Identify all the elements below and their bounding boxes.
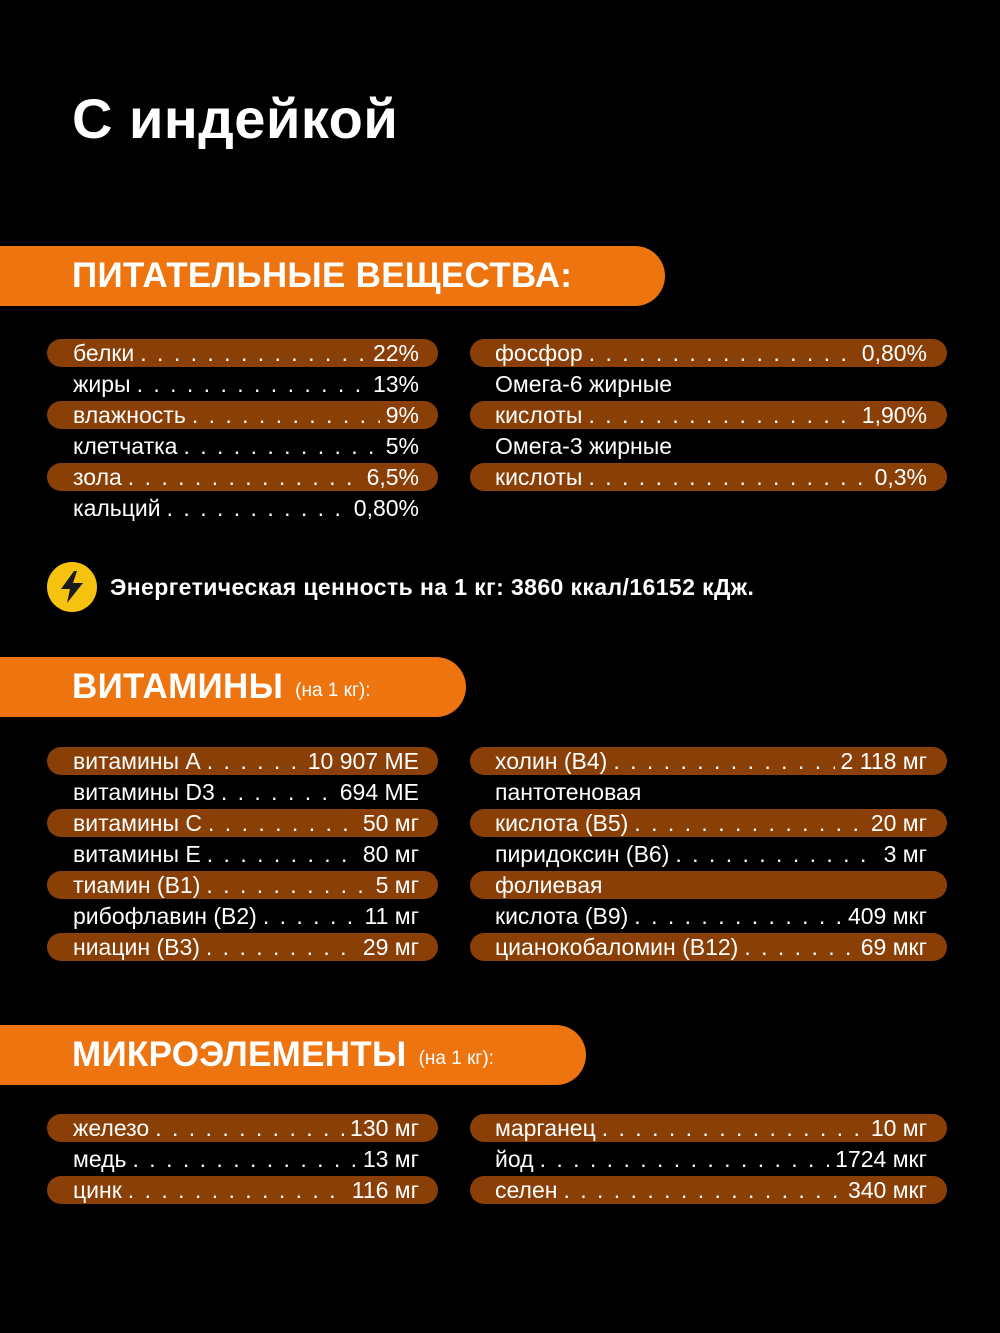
table-row — [0, 746, 1000, 777]
leader-dots — [675, 839, 877, 870]
nutrient-item — [73, 400, 419, 431]
table-row — [0, 870, 1000, 901]
microelements-header-label: МИКРОЭЛЕМЕНТЫ — [72, 1035, 407, 1074]
item-value: 6,5% — [366, 464, 419, 490]
leader-dots — [137, 369, 367, 400]
energy-value-line — [47, 562, 754, 612]
vitamin-item — [495, 932, 927, 963]
item-label: пантотеновая — [495, 779, 642, 805]
table-row — [0, 839, 1000, 870]
vitamins-header — [0, 657, 466, 717]
vitamin-item — [73, 870, 419, 901]
item-label: медь — [73, 1146, 127, 1172]
microelement-item — [73, 1113, 419, 1144]
table-row — [0, 1113, 1000, 1144]
item-value: 5 мг — [375, 872, 419, 898]
item-label: цианокобаломин (В12) — [495, 934, 739, 960]
item-value: 130 мг — [350, 1115, 419, 1141]
item-value: 10 907 МЕ — [307, 748, 419, 774]
leader-dots — [634, 901, 842, 932]
vitamin-item — [495, 777, 927, 808]
item-label: зола — [73, 464, 122, 490]
vitamin-item — [495, 839, 927, 870]
item-label: кислота (В9) — [495, 903, 629, 929]
microelement-item — [495, 1144, 927, 1175]
item-value: 13% — [372, 371, 419, 397]
item-label: Омега-3 жирные — [495, 433, 673, 459]
item-label: витамины С — [73, 810, 203, 836]
vitamin-item — [73, 839, 419, 870]
nutrient-item — [73, 431, 419, 462]
item-label: клетчатка — [73, 433, 178, 459]
table-row — [0, 400, 1000, 431]
item-value: 22% — [372, 340, 419, 366]
item-label: кислота (В5) — [495, 810, 629, 836]
item-value: 1724 мкг — [835, 1146, 927, 1172]
leader-dots — [588, 462, 868, 493]
microelement-item — [73, 1144, 419, 1175]
item-label: кислоты — [495, 464, 583, 490]
microelement-item — [495, 1113, 927, 1144]
vitamin-item — [73, 777, 419, 808]
item-label: витамины А — [73, 748, 201, 774]
item-label: селен — [495, 1177, 558, 1203]
leader-dots — [221, 777, 334, 808]
table-row — [0, 808, 1000, 839]
vitamin-item — [495, 901, 927, 932]
item-value: 2 118 мг — [840, 748, 927, 774]
nutrient-item — [495, 400, 927, 431]
leader-dots — [183, 431, 379, 462]
item-label: йод — [495, 1146, 534, 1172]
item-label: влажность — [73, 402, 186, 428]
leader-dots — [140, 338, 367, 369]
item-label: рибофлавин (В2) — [73, 903, 257, 929]
item-value: 0,80% — [861, 340, 927, 366]
microelements-header — [0, 1025, 586, 1085]
item-value: 1,90% — [861, 402, 927, 428]
leader-dots — [589, 338, 856, 369]
leader-dots — [744, 932, 854, 963]
item-label: цинк — [73, 1177, 122, 1203]
table-row — [0, 369, 1000, 400]
table-row — [0, 1144, 1000, 1175]
microelements-header-unit: (на 1 кг): — [418, 1048, 494, 1069]
leader-dots — [208, 808, 357, 839]
nutrients-header — [0, 246, 665, 306]
item-value: 80 мг — [362, 841, 419, 867]
table-row — [0, 901, 1000, 932]
item-value: 11 мг — [364, 903, 419, 929]
item-label: жиры — [73, 371, 131, 397]
leader-dots — [133, 1144, 357, 1175]
item-label: витамины D3 — [73, 779, 215, 805]
nutrient-item — [495, 369, 927, 400]
leader-dots — [540, 1144, 830, 1175]
item-value: 116 мг — [351, 1177, 419, 1203]
leader-dots — [207, 746, 302, 777]
vitamin-item — [495, 746, 927, 777]
table-row — [0, 777, 1000, 808]
item-value: 69 мкг — [860, 934, 927, 960]
item-label: кальций — [73, 495, 161, 521]
item-label: витамины Е — [73, 841, 201, 867]
vitamin-item — [495, 808, 927, 839]
item-label: железо — [73, 1115, 150, 1141]
microelement-item — [73, 1175, 419, 1206]
item-value: 9% — [385, 402, 419, 428]
leader-dots — [634, 808, 865, 839]
leader-dots — [155, 1113, 344, 1144]
nutrient-item — [73, 462, 419, 493]
vitamin-item — [495, 870, 927, 901]
vitamin-item — [73, 932, 419, 963]
item-label: тиамин (В1) — [73, 872, 201, 898]
leader-dots — [602, 1113, 865, 1144]
vitamin-item — [73, 746, 419, 777]
vitamin-item — [73, 808, 419, 839]
item-value: 340 мкг — [847, 1177, 927, 1203]
table-row — [0, 338, 1000, 369]
item-label: фосфор — [495, 340, 583, 366]
item-label: кислоты — [495, 402, 583, 428]
leader-dots — [207, 839, 357, 870]
item-label: ниацин (В3) — [73, 934, 200, 960]
table-row — [0, 493, 1000, 524]
page-title: С индейкой — [72, 87, 399, 150]
item-value: 29 мг — [362, 934, 419, 960]
item-label: Омега-6 жирные — [495, 371, 673, 397]
item-label: холин (В4) — [495, 748, 608, 774]
nutrient-item — [495, 338, 927, 369]
table-row — [0, 932, 1000, 963]
vitamins-header-label: ВИТАМИНЫ — [72, 667, 284, 706]
item-value: 694 МЕ — [339, 779, 419, 805]
nutrients-header-label: ПИТАТЕЛЬНЫЕ ВЕЩЕСТВА: — [72, 256, 573, 295]
item-value: 13 мг — [362, 1146, 419, 1172]
item-label: белки — [73, 340, 135, 366]
item-value: 3 мг — [883, 841, 927, 867]
item-label: пиридоксин (В6) — [495, 841, 670, 867]
item-value: 409 мкг — [847, 903, 927, 929]
item-value: 10 мг — [870, 1115, 927, 1141]
item-value: 0,80% — [353, 495, 419, 521]
leader-dots — [167, 493, 348, 524]
item-value: 20 мг — [870, 810, 927, 836]
nutrient-item — [495, 431, 927, 462]
microelement-item — [495, 1175, 927, 1206]
item-label: фолиевая — [495, 872, 603, 898]
vitamins-header-unit: (на 1 кг): — [295, 680, 371, 701]
leader-dots — [563, 1175, 842, 1206]
leader-dots — [128, 462, 361, 493]
item-value: 5% — [385, 433, 419, 459]
table-row — [0, 1175, 1000, 1206]
nutrient-item — [73, 369, 419, 400]
leader-dots — [192, 400, 380, 431]
leader-dots — [263, 901, 359, 932]
energy-text: Энергетическая ценность на 1 кг: 3860 ккал/16152 кДж. — [110, 573, 755, 600]
leader-dots — [206, 932, 357, 963]
item-value: 50 мг — [362, 810, 419, 836]
lightning-bolt-icon — [47, 562, 97, 612]
nutrient-item — [73, 493, 419, 524]
vitamin-item — [73, 901, 419, 932]
item-label: марганец — [495, 1115, 596, 1141]
leader-dots — [128, 1175, 346, 1206]
leader-dots — [613, 746, 834, 777]
table-row — [0, 431, 1000, 462]
nutrient-item — [73, 338, 419, 369]
table-row — [0, 462, 1000, 493]
nutrient-item — [495, 462, 927, 493]
leader-dots — [588, 400, 855, 431]
leader-dots — [206, 870, 369, 901]
item-value: 0,3% — [874, 464, 927, 490]
